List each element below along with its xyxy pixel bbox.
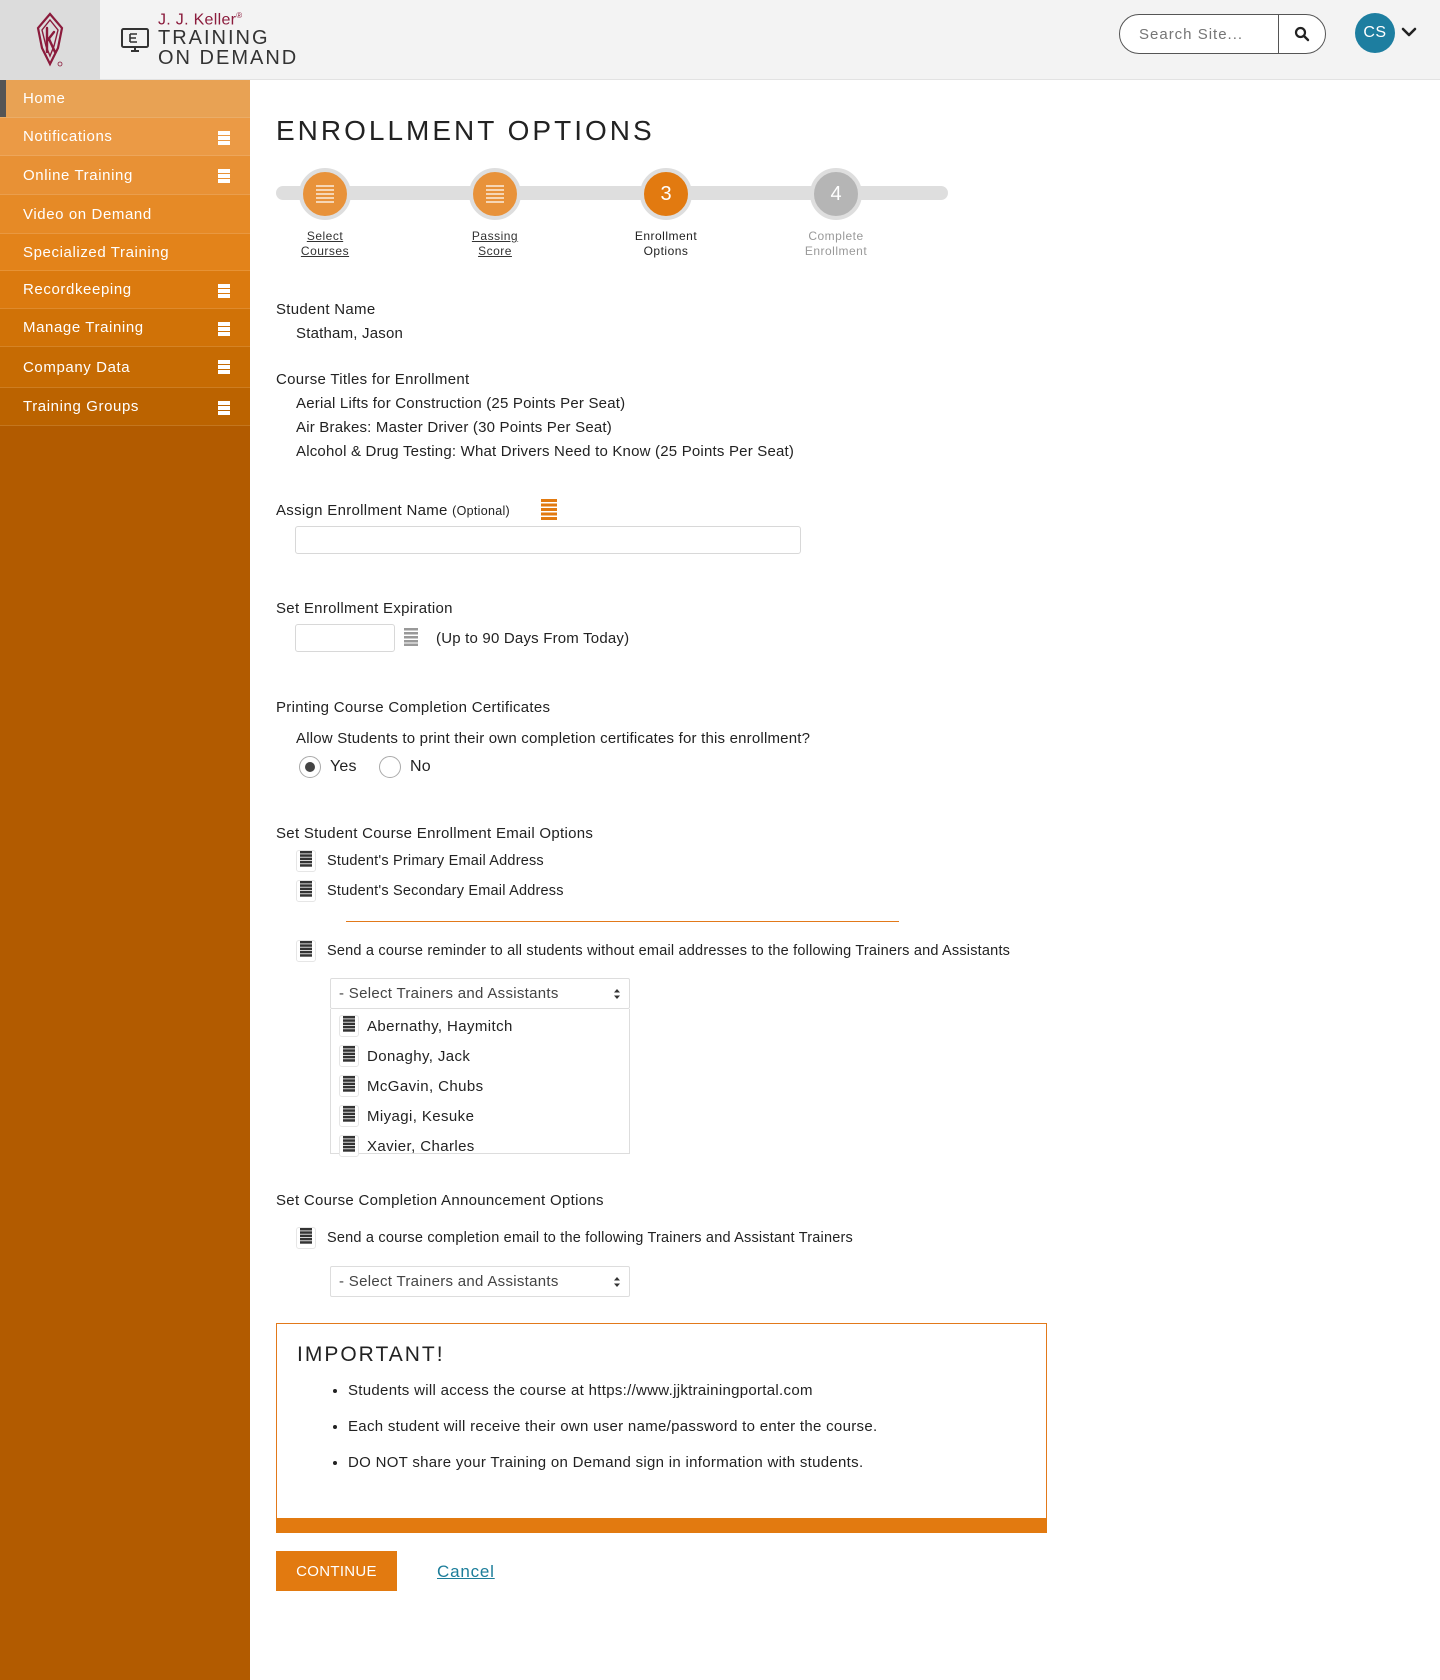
trainer-checkbox[interactable] <box>339 1015 359 1037</box>
trainer-list-item[interactable] <box>331 1041 629 1071</box>
expiration-label: Set Enrollment Expiration <box>276 600 453 617</box>
section-divider <box>346 921 899 922</box>
search-box <box>1119 14 1326 54</box>
sidebar-nav <box>0 80 250 1680</box>
checkbox-glyph-icon <box>300 851 312 867</box>
step-circle: 3 <box>640 168 692 220</box>
sidebar-item-video-on-demand[interactable] <box>0 195 250 234</box>
step-label-line: Enrollment <box>804 244 868 258</box>
trainer-list-item[interactable] <box>331 1131 629 1161</box>
search-input[interactable] <box>1120 15 1278 53</box>
important-list <box>348 1381 1046 1473</box>
top-header <box>0 0 1440 80</box>
search-icon <box>1294 26 1310 42</box>
expand-icon[interactable] <box>218 284 230 298</box>
radio-no[interactable] <box>379 756 401 778</box>
secondary-email-checkbox[interactable] <box>296 880 316 902</box>
keller-logo[interactable] <box>0 0 100 80</box>
user-avatar[interactable]: CS <box>1355 13 1395 53</box>
completion-trainers-select[interactable] <box>330 1266 630 1297</box>
step-label-line: Passing <box>471 229 519 243</box>
checkbox-glyph-icon <box>300 1228 312 1244</box>
student-name-label: Student Name <box>276 301 376 318</box>
sidebar-item-specialized-training[interactable] <box>0 234 250 271</box>
step-3 <box>606 168 726 259</box>
monitor-icon <box>120 25 150 55</box>
step-label-line: Complete <box>808 229 864 243</box>
trainer-list-item[interactable] <box>331 1011 629 1041</box>
sidebar-item-company-data[interactable] <box>0 347 250 388</box>
completion-select-value: - Select Trainers and Assistants <box>339 1273 559 1290</box>
sidebar-item-label: Home <box>23 90 66 107</box>
checkbox-glyph-icon <box>343 1106 355 1122</box>
sidebar-item-label: Video on Demand <box>23 205 152 223</box>
trainer-name: Abernathy, Haymitch <box>367 1017 513 1035</box>
trainer-name: Xavier, Charles <box>367 1137 475 1155</box>
trainers-list <box>330 1009 630 1154</box>
select-arrows-icon <box>612 987 622 1001</box>
course-titles-label: Course Titles for Enrollment <box>276 371 470 388</box>
reminder-checkbox[interactable] <box>296 940 316 962</box>
search-button[interactable] <box>1278 15 1325 53</box>
cancel-link[interactable]: Cancel <box>437 1562 495 1581</box>
course-title-item: Alcohol & Drug Testing: What Drivers Need to Know (25 Points Per Seat) <box>296 443 795 460</box>
optional-tag: (Optional) <box>452 504 511 518</box>
calendar-icon[interactable] <box>404 628 418 646</box>
important-bullet: • Each student will receive their own user name/password to enter the course. <box>348 1417 1046 1437</box>
info-icon[interactable] <box>541 499 557 521</box>
sidebar-item-label: Training Groups <box>23 398 139 415</box>
expand-icon[interactable] <box>218 401 230 415</box>
completion-email-label: Send a course completion email to the following Trainers and Assistant Trainers <box>327 1230 853 1246</box>
sidebar-item-label: Manage Training <box>23 319 144 336</box>
email-options-label: Set Student Course Enrollment Email Options <box>276 825 594 842</box>
trainer-checkbox[interactable] <box>339 1135 359 1157</box>
continue-button[interactable]: CONTINUE <box>276 1551 397 1591</box>
step-label <box>606 229 726 259</box>
step-label[interactable] <box>435 229 555 259</box>
radio-yes[interactable] <box>299 756 321 778</box>
sidebar-item-label: Company Data <box>23 358 131 376</box>
progress-stepper <box>276 168 948 268</box>
select-arrows-icon <box>612 1275 622 1289</box>
sidebar-item-notifications[interactable] <box>0 118 250 156</box>
checkbox-glyph-icon <box>343 1016 355 1032</box>
step-label-line: Options <box>643 244 689 258</box>
checkbox-glyph-icon <box>300 941 312 957</box>
enrollment-name-input[interactable] <box>295 526 801 554</box>
step-label-line: Score <box>478 244 512 258</box>
step-circle <box>299 168 351 220</box>
step-4 <box>776 168 896 259</box>
completion-options-label: Set Course Completion Announcement Options <box>276 1192 604 1209</box>
step-label-line: Courses <box>300 244 350 258</box>
important-bullet: • Students will access the course at https://www.jjktrainingportal.com <box>348 1381 1046 1401</box>
step-1[interactable] <box>265 168 385 259</box>
page-title: ENROLLMENT OPTIONS <box>276 115 655 146</box>
important-bullet: • DO NOT share your Training on Demand sign in information with students. <box>348 1453 1046 1473</box>
primary-email-checkbox[interactable] <box>296 850 316 872</box>
list-icon <box>485 185 505 203</box>
trainer-name: Donaghy, Jack <box>367 1047 471 1065</box>
sidebar-item-online-training[interactable] <box>0 156 250 195</box>
step-label-line: Enrollment <box>634 229 698 243</box>
sidebar-item-training-groups[interactable] <box>0 388 250 426</box>
trainer-checkbox[interactable] <box>339 1075 359 1097</box>
course-title-item: Air Brakes: Master Driver (30 Points Per Seat) <box>296 419 612 436</box>
trainer-checkbox[interactable] <box>339 1105 359 1127</box>
expand-icon[interactable] <box>218 169 230 183</box>
chevron-down-icon[interactable] <box>1399 22 1419 42</box>
important-notice <box>276 1323 1047 1533</box>
checkbox-glyph-icon <box>300 881 312 897</box>
radio-no-label: No <box>410 758 431 775</box>
trainer-name: McGavin, Chubs <box>367 1077 484 1095</box>
sidebar-item-manage-training[interactable] <box>0 309 250 347</box>
step-circle: 4 <box>810 168 862 220</box>
sidebar-item-label: Recordkeeping <box>23 281 132 298</box>
important-bottom-bar <box>276 1518 1047 1533</box>
step-label <box>776 229 896 259</box>
step-circle <box>469 168 521 220</box>
completion-email-checkbox[interactable] <box>296 1227 316 1249</box>
checkbox-glyph-icon <box>343 1136 355 1152</box>
sidebar-item-label: Notifications <box>23 128 113 145</box>
course-title-item: Aerial Lifts for Construction (25 Points Per Seat) <box>296 395 626 412</box>
trainers-select-value: - Select Trainers and Assistants <box>339 985 559 1002</box>
reminder-label: Send a course reminder to all students without email addresses to the following Trainers and Assistants <box>327 943 1011 959</box>
sidebar-item-home[interactable] <box>0 80 250 118</box>
trainer-list-item[interactable] <box>331 1071 629 1101</box>
expiration-date-input[interactable] <box>295 624 395 652</box>
certificates-label: Printing Course Completion Certificates <box>276 699 551 716</box>
expand-icon[interactable] <box>218 131 230 145</box>
checkbox-glyph-icon <box>343 1076 355 1092</box>
expand-icon[interactable] <box>218 360 230 374</box>
list-icon <box>315 185 335 203</box>
step-2[interactable] <box>435 168 555 259</box>
brand-company: J. J. Keller® <box>158 10 243 29</box>
trainer-list-item[interactable] <box>331 1101 629 1131</box>
sidebar-item-recordkeeping[interactable] <box>0 271 250 309</box>
trainers-select[interactable] <box>330 978 630 1009</box>
trainer-checkbox[interactable] <box>339 1045 359 1067</box>
checkbox-glyph-icon <box>343 1046 355 1062</box>
trainer-name: Miyagi, Kesuke <box>367 1107 475 1125</box>
brand-product-line1: TRAINING <box>158 27 270 50</box>
sidebar-item-label: Specialized Training <box>23 243 170 261</box>
expand-icon[interactable] <box>218 322 230 336</box>
enrollment-name-label: Assign Enrollment Name (Optional) <box>276 502 511 519</box>
secondary-email-label: Student's Secondary Email Address <box>327 883 564 899</box>
student-name-value: Statham, Jason <box>296 325 404 342</box>
certificates-question: Allow Students to print their own completion certificates for this enrollment? <box>296 730 811 747</box>
radio-yes-label: Yes <box>330 758 357 775</box>
expiration-hint: (Up to 90 Days From Today) <box>436 630 630 647</box>
brand-product-line2: ON DEMAND <box>158 47 299 70</box>
keller-k-logo-icon <box>32 12 68 68</box>
important-title: IMPORTANT! <box>297 1343 445 1366</box>
primary-email-label: Student's Primary Email Address <box>327 853 544 869</box>
step-label-line: Select <box>306 229 344 243</box>
brand-lockup[interactable] <box>120 12 298 68</box>
step-label[interactable] <box>265 229 385 259</box>
sidebar-item-label: Online Training <box>23 166 133 184</box>
